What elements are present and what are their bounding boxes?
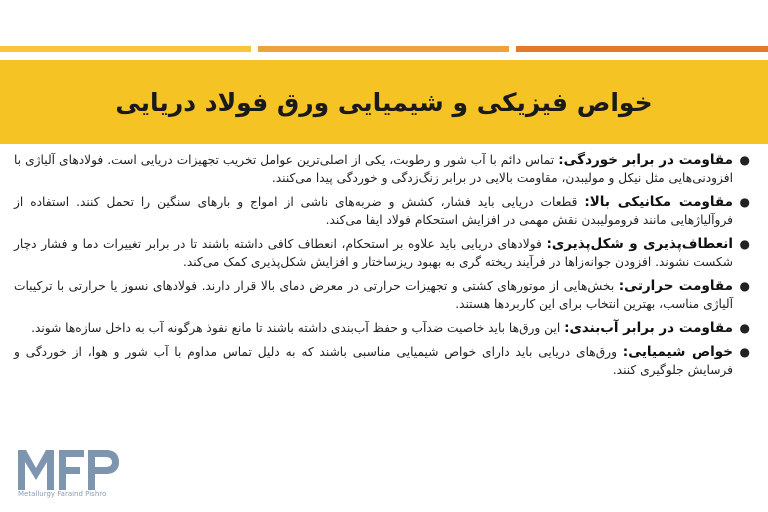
item-text: تماس دائم با آب شور و رطوبت، یکی از اصلی‌ترین عوامل تخریب تجهیزات دریایی است. فولادهای آلیاژی با افزودنی‌هایی مثل نیکل و مولیبدن، مقاومت بالایی در برابر زنگ‌زدگی و خوردگی پیدا می‌کنند. <box>14 153 733 185</box>
properties-list <box>14 151 754 471</box>
slide-title: خواص فیزیکی و شیمیایی ورق فولاد دریایی <box>115 87 653 117</box>
list-item <box>14 193 754 229</box>
item-text: فولادهای دریایی باید علاوه بر استحکام، انعطاف کافی داشته باشند تا در برابر تغییرات دما و فشار دچار شکست نشوند. افزودن جوانه‌زاها در فرآیند ریخته گری به بهبود ریزساختار و افزایش شکل‌پذیری کمک می‌کند. <box>14 237 733 269</box>
item-heading: انعطاف‌پذیری و شکل‌پذیری: <box>546 236 733 252</box>
list-item <box>14 343 754 379</box>
item-text: ورق‌های دریایی باید دارای خواص شیمیایی مناسبی باشند که به دلیل تماس مداوم با آب شور و هوا، از خوردگی و فرسایش جلوگیری کنند. <box>14 345 733 377</box>
item-heading: مقاومت در برابر خوردگی: <box>558 152 733 168</box>
item-text: بخش‌هایی از موتورهای کشتی و تجهیزات حرارتی در معرض دمای بالا قرار دارند. فولادهای نسوز یا حرارتی با ترکیبات آلیاژی مناسب، بهترین انتخاب برای این کاربردها هستند. <box>14 279 733 311</box>
list-item <box>14 151 754 187</box>
list-item <box>14 277 754 313</box>
item-heading: مقاومت در برابر آب‌بندی: <box>564 320 733 336</box>
bullet-icon: ● <box>739 153 750 167</box>
bullet-icon: ● <box>739 237 750 251</box>
item-heading: مقاومت مکانیکی بالا: <box>584 194 733 210</box>
title-banner <box>0 60 768 144</box>
stripe-yellow <box>0 46 251 52</box>
bullet-icon: ● <box>739 345 750 359</box>
item-text: این ورق‌ها باید خاصیت ضدآب و حفظ آب‌بندی داشته باشند تا مانع نفوذ هرگونه آب به داخل سازه‌ها شوند. <box>31 321 565 335</box>
bullet-icon: ● <box>739 321 750 335</box>
logo-subtitle: Metallurgy Faraind Pishro <box>18 490 107 498</box>
bullet-icon: ● <box>739 279 750 293</box>
bullet-icon: ● <box>739 195 750 209</box>
stripe-dark-orange <box>516 46 768 52</box>
stripe-orange <box>258 46 509 52</box>
item-heading: خواص شیمیایی: <box>622 344 733 360</box>
top-stripes <box>0 46 768 52</box>
item-text: قطعات دریایی باید فشار، کشش و ضربه‌های ناشی از امواج و بارهای سنگین را تحمل کنند. استفاده از فروآلیاژهایی مانند فرومولیبدن نقش مهمی در افزایش استحکام فولاد ایفا می‌کند. <box>14 195 733 227</box>
item-heading: مقاومت حرارتی: <box>618 278 733 294</box>
list-item <box>14 235 754 271</box>
list-item <box>14 319 754 337</box>
